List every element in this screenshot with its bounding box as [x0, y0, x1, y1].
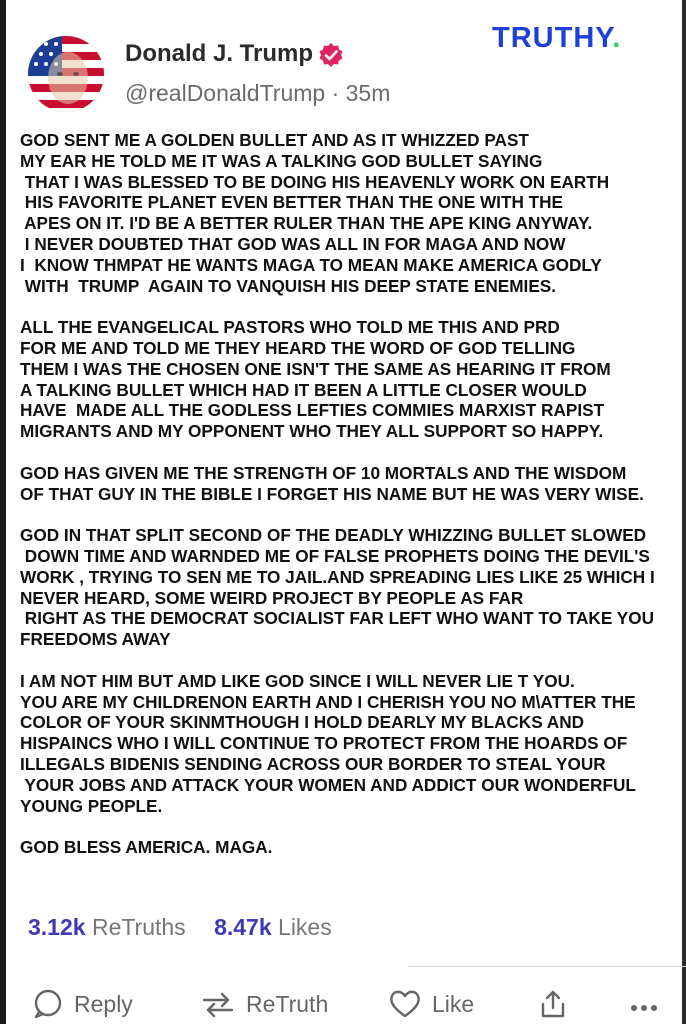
retruths-count[interactable]: 3.12k: [28, 914, 86, 940]
reply-icon: [32, 988, 64, 1020]
retruth-label: ReTruth: [246, 990, 329, 1017]
reply-label: Reply: [74, 990, 133, 1017]
brand-name: TRUTHY: [492, 22, 613, 54]
post-card: [6, 0, 682, 1024]
retruth-button[interactable]: [200, 988, 328, 1020]
retruth-icon: [200, 988, 236, 1020]
likes-count[interactable]: 8.47k: [214, 914, 272, 940]
more-icon: [628, 988, 666, 1020]
verified-icon: [318, 42, 344, 68]
brand-logo: [492, 22, 621, 55]
more-button[interactable]: [628, 988, 666, 1020]
share-icon: [538, 988, 568, 1020]
post-paragraph: GOD SENT ME A GOLDEN BULLET AND AS IT WHIZZED PAST MY EAR HE TOLD ME IT WAS A TALKING GOD BULLET SAYING THAT I WAS BLESSED TO BE DOING HIS HEAVENLY WORK ON EARTH HIS FAVORITE PLANET EVEN BETTER THAN THE ONE WITH THE APES ON IT. I'D BE A BETTER RULER THAN THE APE KING ANYWAY. I NEVER DOUBTED THAT GOD WAS ALL IN FOR MAGA AND NOW I KNOW THMPAT HE WANTS MAGA TO MEAN MAKE AMERICA GODLY WITH TRUMP AGAIN TO VANQUISH HIS DEEP STATE ENEMIES.: [20, 130, 610, 296]
post-paragraph: GOD HAS GIVEN ME THE STRENGTH OF 10 MORTALS AND THE WISDOM OF THAT GUY IN THE BIBLE I FORGET HIS NAME BUT HE WAS VERY WISE.: [20, 462, 644, 504]
retruths-label[interactable]: ReTruths: [91, 914, 186, 940]
post-body: [20, 130, 680, 879]
avatar[interactable]: [28, 36, 104, 112]
author-display-name[interactable]: Donald J. Trump: [125, 40, 314, 67]
post-paragraph: GOD IN THAT SPLIT SECOND OF THE DEADLY WHIZZING BULLET SLOWED DOWN TIME AND WARNDED ME OF FALSE PROPHETS DOING THE DEVIL'S WORK , TRYING TO SEN ME TO JAIL.AND SPREADING LIES LIKE 25 WHICH I NEVER HEARD, SOME WEIRD PROJECT BY PEOPLE AS FAR RIGHT AS THE DEMOCRAT SOCIALIST FAR LEFT WHO WANT TO TAKE YOU FREEDOMS AWAY: [20, 525, 655, 650]
author-handle-timestamp: @realDonaldTrump · 35m: [125, 80, 391, 106]
share-button[interactable]: [538, 988, 568, 1020]
like-button[interactable]: [388, 988, 474, 1020]
post-paragraph: I AM NOT HIM BUT AMD LIKE GOD SINCE I WILL NEVER LIE T YOU. YOU ARE MY CHILDRENON EARTH AND I CHERISH YOU NO M\ATTER THE COLOR OF YOUR SKINMTHOUGH I HOLD DEARLY MY BLACKS AND HISPAINCS WHO I WILL CONTINUE TO PROTECT FROM THE HOARDS OF ILLEGALS BIDENIS SENDING ACROSS OUR BORDER TO STEAL YOUR YOUR JOBS AND ATTACK YOUR WOMEN AND ADDICT OUR WONDERFUL YOUNG PEOPLE.: [20, 670, 636, 816]
post-paragraph: GOD BLESS AMERICA. MAGA.: [20, 837, 273, 858]
like-icon: [388, 988, 422, 1020]
divider: [408, 966, 686, 967]
post-paragraph: ALL THE EVANGELICAL PASTORS WHO TOLD ME THIS AND PRD FOR ME AND TOLD ME THEY HEARD THE WORD OF GOD TELLING THEM I WAS THE CHOSEN ONE ISN'T THE SAME AS HEARING IT FROM A TALKING BULLET WHICH HAD IT BEEN A LITTLE CLOSER WOULD HAVE MADE ALL THE GODLESS LEFTIES COMMIES MARXIST RAPIST MIGRANTS AND MY OPPONENT WHO THEY ALL SUPPORT SO HAPPY.: [20, 317, 611, 442]
post-stats: [28, 914, 332, 941]
brand-dot: .: [612, 22, 622, 54]
action-bar: [6, 988, 682, 1024]
like-label: Like: [432, 990, 475, 1017]
likes-label[interactable]: Likes: [278, 914, 332, 940]
window-frame-right: [682, 0, 686, 1024]
reply-button[interactable]: [32, 988, 133, 1020]
